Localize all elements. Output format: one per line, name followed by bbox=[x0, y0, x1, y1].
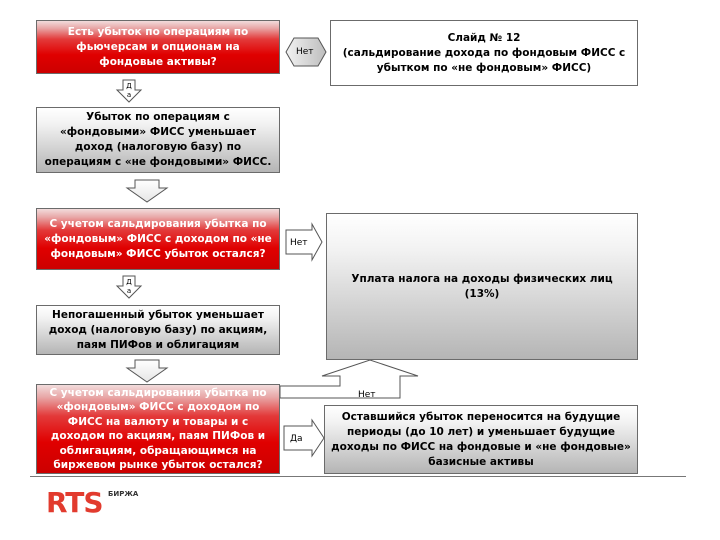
tax-text: Уплата налога на доходы физических лиц (13%) bbox=[351, 272, 613, 300]
yes-label-3: Да bbox=[290, 434, 303, 444]
carry-forward-text: Оставшийся убыток переносится на будущие периоды (до 10 лет) и уменьшает будущие доходы по ФИСС на фондовые и «не фондовые» базисные активы bbox=[331, 410, 631, 468]
down-arrow-2 bbox=[127, 360, 167, 382]
rts-logo: RTS bbox=[46, 486, 103, 519]
question-3-text: С учетом сальдирования убытка по «фондовым» ФИСС с доходом по ФИСС на валюту и товары и с доходом по акциям, паям ПИФов и облигациям, обращающимся на биржевом рынке убыток остался? bbox=[49, 386, 267, 471]
footer-divider bbox=[30, 476, 686, 477]
question-2-text: С учетом сальдирования убытка по «фондовым» ФИСС с доходом по «не фондовым» ФИСС убыток остался? bbox=[44, 217, 272, 260]
step-box-1 bbox=[36, 107, 280, 173]
slide-12-box bbox=[330, 20, 638, 86]
step-1-text: Убыток по операциям с «фондовыми» ФИСС уменьшает доход (налоговую базу) по операциям с «не фондовыми» ФИСС. bbox=[44, 111, 272, 168]
no-label-1: Нет bbox=[296, 47, 314, 57]
rts-logo-subtitle: БИРЖА bbox=[108, 490, 139, 498]
question-box-2 bbox=[36, 208, 280, 270]
no-arrow-3 bbox=[280, 360, 418, 398]
question-1-text: Есть убыток по операциям по фьючерсам и опционам на фондовые активы? bbox=[67, 25, 249, 68]
slide-12-text: Слайд № 12 (сальдирование дохода по фондовым ФИСС с убытком по «не фондовым» ФИСС) bbox=[342, 31, 626, 74]
step-box-2 bbox=[36, 305, 280, 355]
question-box-1 bbox=[36, 20, 280, 74]
down-arrow-1 bbox=[127, 180, 167, 202]
yes-label-1: Д а bbox=[126, 82, 132, 99]
no-label-2: Нет bbox=[290, 238, 308, 248]
yes-label-2: Д а bbox=[126, 278, 132, 295]
carry-forward-box bbox=[324, 405, 638, 474]
question-box-3 bbox=[36, 384, 280, 474]
step-2-text: Непогашенный убыток уменьшает доход (налоговую базу) по акциям, паям ПИФов и облигациям bbox=[48, 308, 268, 351]
no-label-3: Нет bbox=[358, 390, 376, 400]
tax-box bbox=[326, 213, 638, 360]
